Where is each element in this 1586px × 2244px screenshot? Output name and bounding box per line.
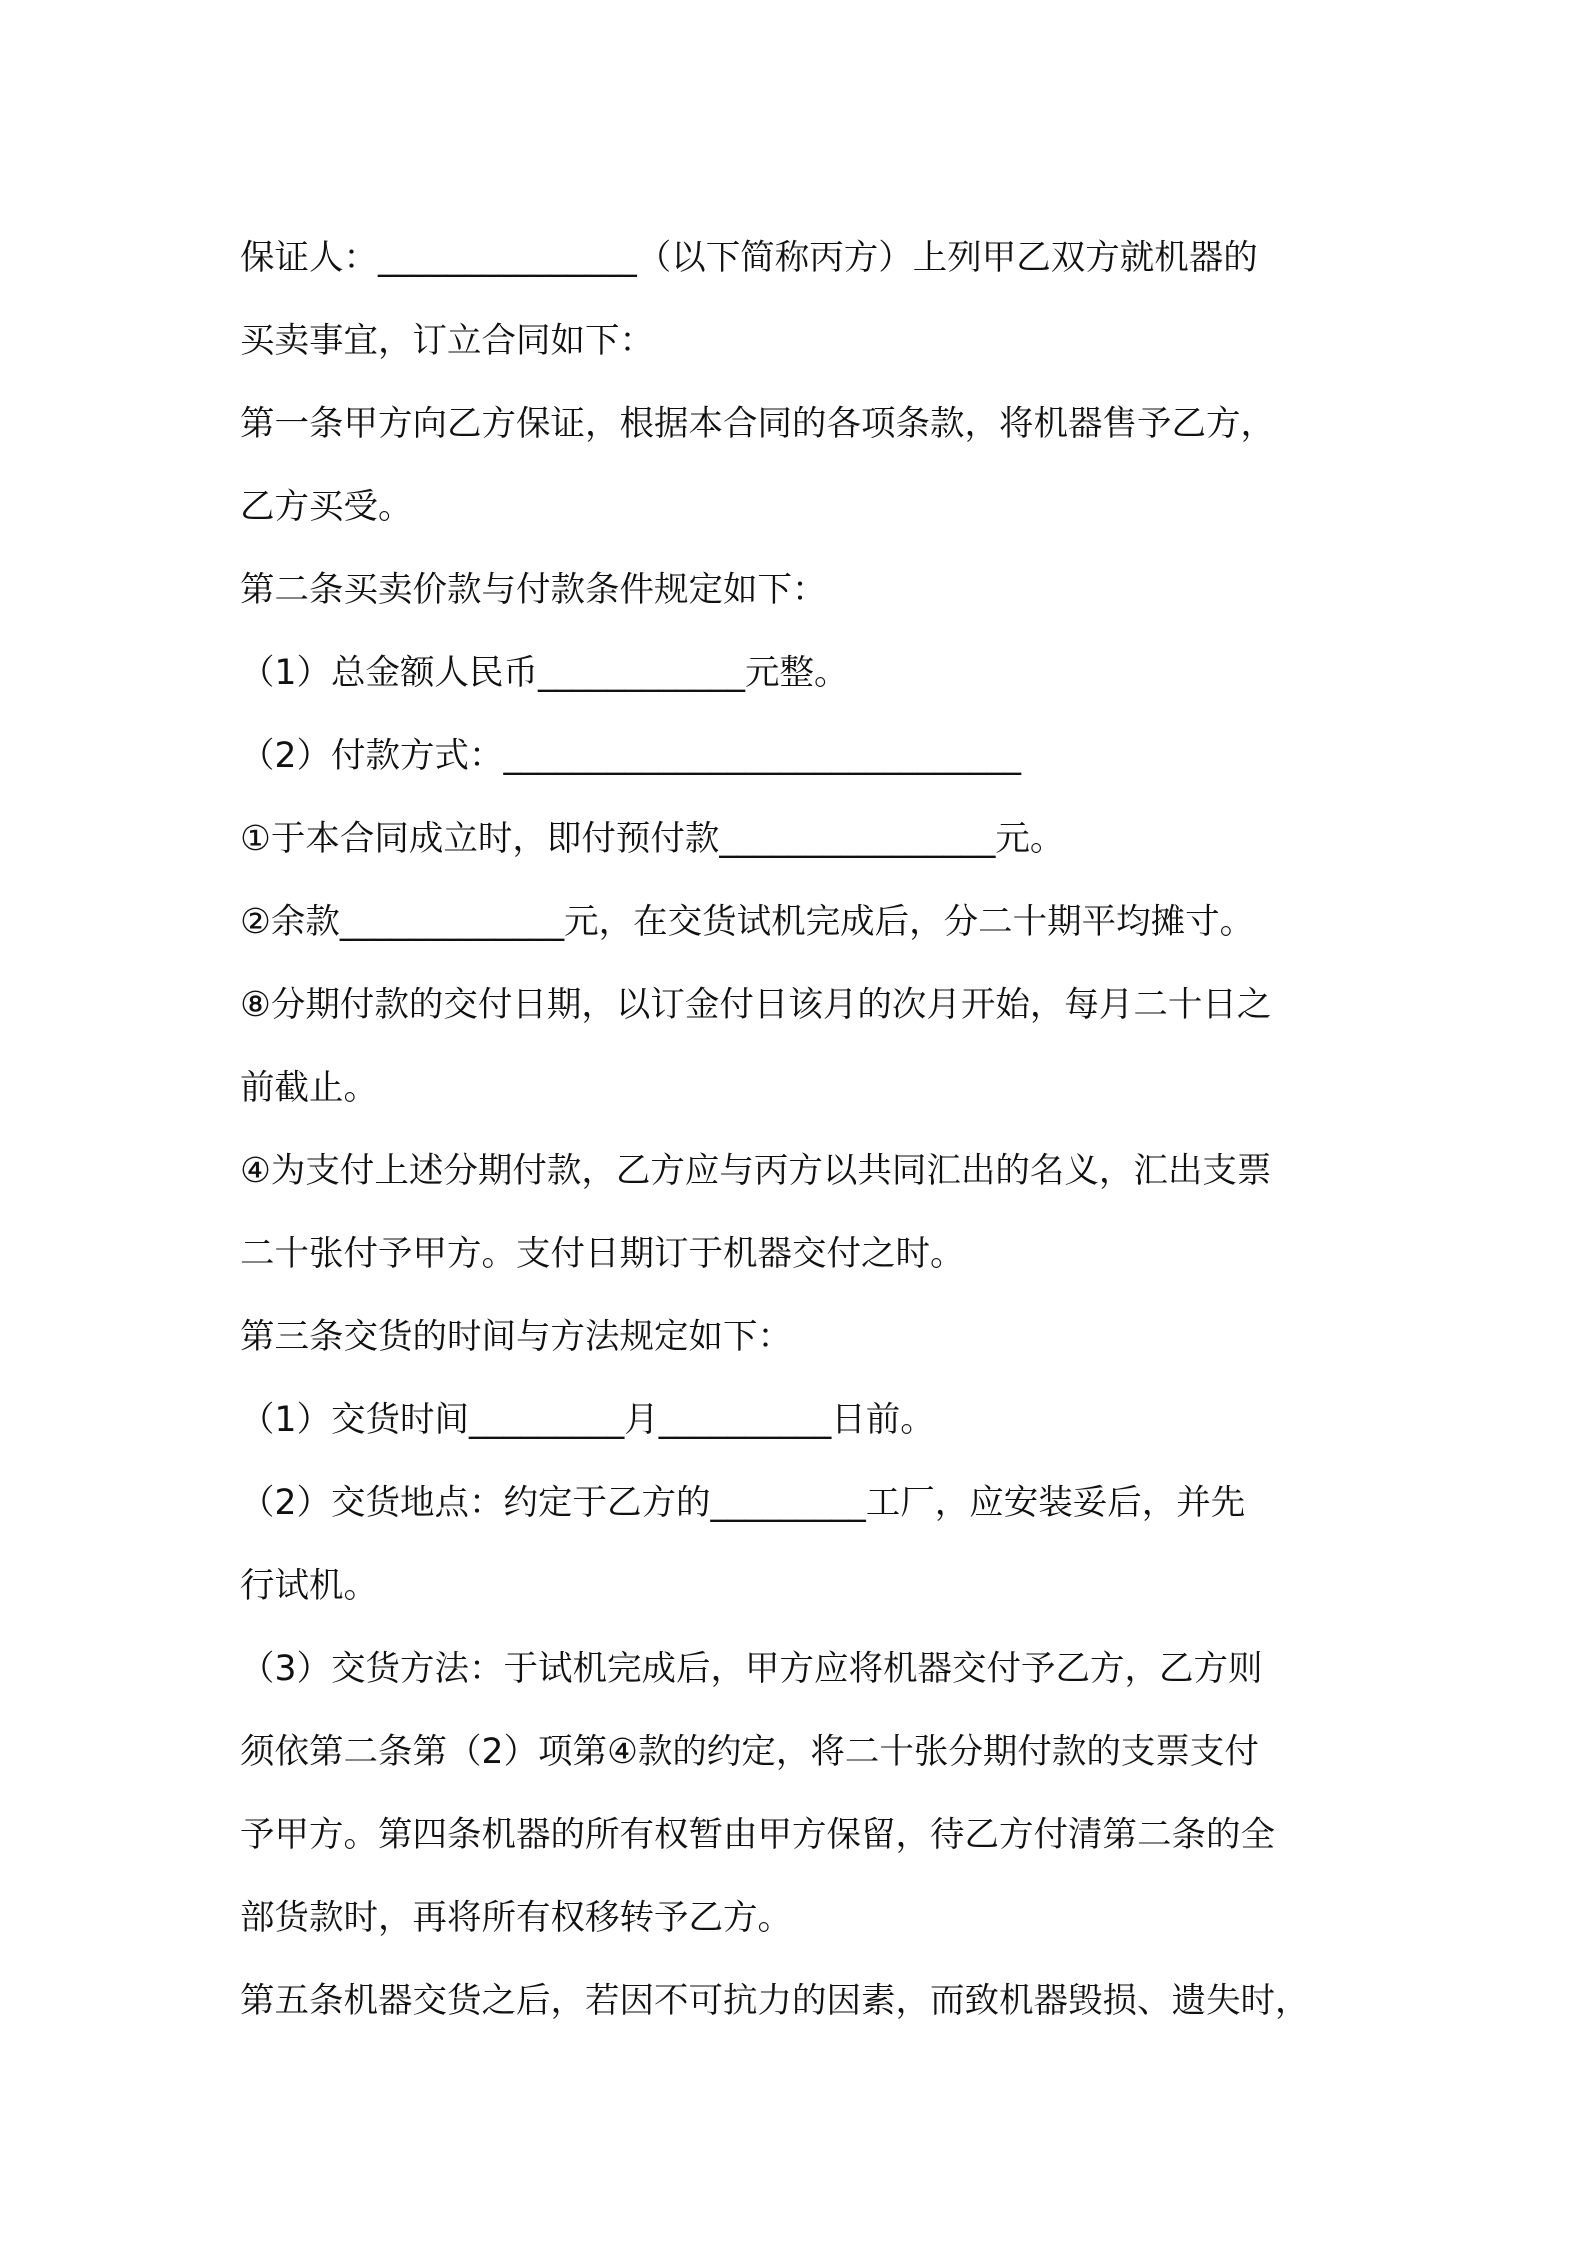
line-cheques-cont: 二十张付予甲方。支付日期订于机器交付之时。 (240, 1234, 965, 1274)
line-article-3: 第三条交货的时间与方法规定如下： (240, 1317, 792, 1357)
line-delivery-method: （3）交货方法：于试机完成后，甲方应将机器交付予乙方，乙方则 (240, 1649, 1263, 1689)
line-total-amount: （1）总金额人民币____________元整。 (240, 653, 849, 693)
line-prepayment: ①于本合同成立时，即付预付款________________元。 (240, 819, 1065, 859)
line-article-1: 第一条甲方向乙方保证，根据本合同的各项条款，将机器售予乙方， (240, 404, 1275, 444)
line-article-4-cont: 部货款时，再将所有权移转予乙方。 (240, 1898, 792, 1938)
line-installment-dates-cont: 前截止。 (240, 1068, 378, 1108)
line-article-1-cont: 乙方买受。 (240, 487, 413, 527)
line-balance: ②余款_____________元，在交货试机完成后，分二十期平均摊寸。 (240, 902, 1255, 942)
line-article-5: 第五条机器交货之后，若因不可抗力的因素，而致机器毁损、遗失时， (240, 1981, 1310, 2021)
line-guarantor: 保证人：_______________（以下简称丙方）上列甲乙双方就机器的 (240, 238, 1258, 278)
line-article-2: 第二条买卖价款与付款条件规定如下： (240, 570, 827, 610)
line-installment-dates: ⑧分期付款的交付日期，以订金付日该月的次月开始，每月二十日之 (240, 985, 1272, 1025)
line-delivery-method-cont-2: 予甲方。第四条机器的所有权暂由甲方保留，待乙方付清第二条的全 (240, 1815, 1275, 1855)
line-delivery-time: （1）交货时间_________月__________日前。 (240, 1400, 935, 1440)
line-payment-method: （2）付款方式：______________________________ (240, 736, 1021, 776)
line-delivery-method-cont-1: 须依第二条第（2）项第④款的约定，将二十张分期付款的支票支付 (240, 1732, 1259, 1772)
line-delivery-place: （2）交货地点：约定于乙方的_________工厂，应安装妥后，并先 (240, 1483, 1246, 1523)
line-cheques: ④为支付上述分期付款，乙方应与丙方以共同汇出的名义，汇出支票 (240, 1151, 1272, 1191)
line-delivery-place-cont: 行试机。 (240, 1566, 378, 1606)
line-contract-intro: 买卖事宜，订立合同如下： (240, 321, 654, 361)
